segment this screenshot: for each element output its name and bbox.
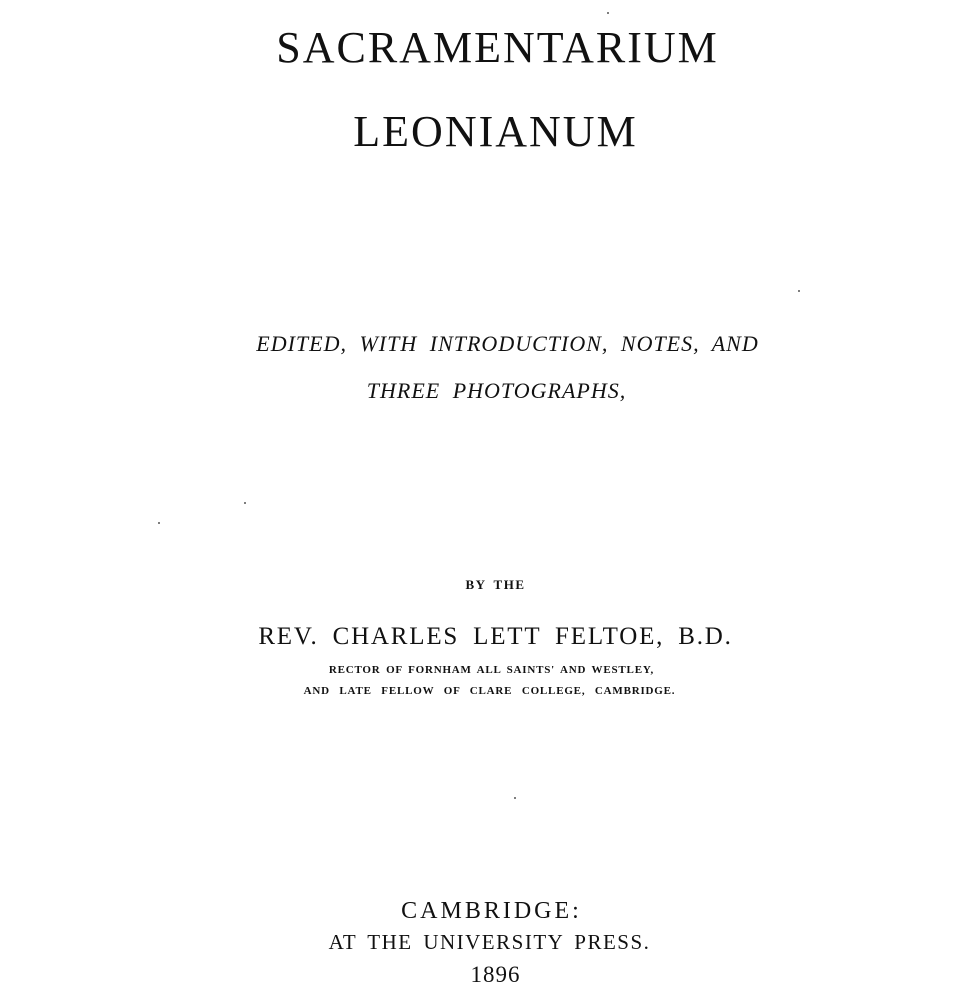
imprint-publisher: AT THE UNIVERSITY PRESS. — [328, 930, 651, 954]
scan-speck — [244, 502, 246, 504]
byline-prefix: BY THE — [465, 577, 526, 592]
scan-speck — [798, 290, 800, 292]
scan-speck — [607, 12, 609, 14]
imprint-place: CAMBRIDGE: — [401, 898, 582, 924]
scan-speck — [514, 797, 516, 799]
scan-speck — [158, 522, 160, 524]
author-affiliation-line-1: RECTOR OF FORNHAM ALL SAINTS' AND WESTLEY, — [328, 664, 655, 676]
edition-line-1: EDITED, WITH INTRODUCTION, NOTES, AND — [256, 331, 759, 356]
edition-line-2: THREE PHOTOGRAPHS, — [366, 378, 627, 403]
title-line-2: LEONIANUM — [353, 107, 638, 156]
title-line-1: SACRAMENTARIUM — [276, 23, 719, 72]
author-affiliation-line-2: AND LATE FELLOW OF CLARE COLLEGE, CAMBRIDGE. — [303, 685, 676, 697]
imprint-year: 1896 — [470, 962, 521, 987]
author-name: REV. CHARLES LETT FELTOE, B.D. — [258, 623, 733, 650]
